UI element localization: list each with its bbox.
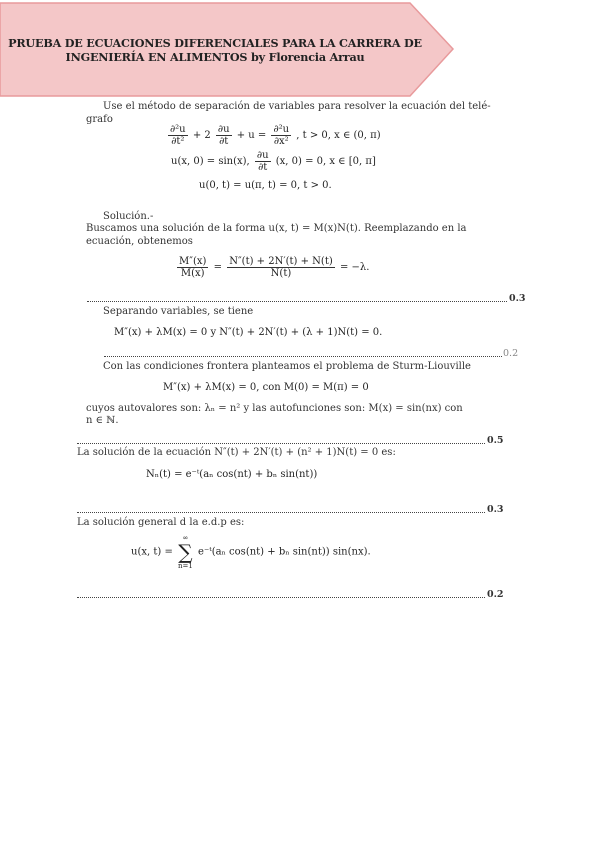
denominator: ∂t² [171,136,185,147]
score-value: 0.3 [487,504,504,515]
score-value: 0.5 [487,435,504,446]
fraction [168,124,188,147]
numerator: ∂²u [273,124,290,135]
dotted-separator [104,356,502,357]
numerator: N″(t) + 2N′(t) + N(t) [229,256,333,267]
equation-boundary-conditions: u(0, t) = u(π, t) = 0, t > 0. [199,180,332,191]
boundary-text: Con las condiciones frontera planteamos el problema de Sturm-Liouville [103,361,471,372]
equation-Nn: Nₙ(t) = e⁻ᵗ(aₙ cos(nt) + bₙ sin(nt)) [146,469,318,480]
operator: + 2 [192,130,211,141]
solution-heading: Solución.- [103,211,154,222]
rhs: e⁻ᵗ(aₙ cos(nt) + bₙ sin(nt)) sin(nx). [198,546,371,558]
summation [178,534,193,570]
operator: = [213,262,222,273]
initial-position: u(x, 0) = sin(x), [171,156,250,167]
operator: + u = [236,130,267,141]
score-value: 0.2 [503,348,519,359]
denominator: ∂x² [273,136,289,147]
separating-text: Separando variables, se tiene [103,306,254,317]
denominator: ∂t [258,162,268,173]
equation-separated: M″(x) + λM(x) = 0 y N″(t) + 2N′(t) + (λ + 1)N(t) = 0. [114,327,383,338]
problem-intro-line-2: grafo [86,114,113,125]
fraction [271,124,291,147]
fraction [255,150,271,173]
equation-initial-conditions [171,150,376,173]
equation-ratio [175,256,369,279]
condition: , t > 0, x ∈ (0, π) [296,130,381,141]
problem-intro-line-1: Use el método de separación de variables para resolver la ecuación del telé- [103,101,491,112]
title-line-1: PRUEBA DE ECUACIONES DIFERENCIALES PARA LA CARRERA DE [8,36,422,50]
numerator: ∂²u [170,124,186,135]
page-title [0,36,430,64]
fraction [216,124,232,147]
score-value: 0.3 [509,293,526,304]
lhs: u(x, t) = [131,546,173,558]
equation-sturm-liouville: M″(x) + λM(x) = 0, con M(0) = M(π) = 0 [163,382,369,393]
dotted-separator [87,301,507,302]
denominator: ∂t [219,136,229,147]
title-banner [0,2,456,97]
fraction [177,256,208,279]
equation-telegraph [166,124,381,147]
title-line-2: INGENIERÍA EN ALIMENTOS by Florencia Arrau [65,50,365,64]
sum-symbol: ∑ [178,540,193,564]
solution-para-line-2: ecuación, obtenemos [86,236,193,247]
initial-velocity: (x, 0) = 0, x ∈ [0, π] [275,156,376,167]
sum-upper-limit: ∞ [182,534,189,542]
dotted-separator [77,443,485,444]
solution-para-line-1: Buscamos una solución de la forma u(x, t) = M(x)N(t). Reemplazando en la [86,223,467,234]
sum-lower-limit: n=1 [178,562,193,570]
solution-equation-text: La solución de la ecuación N″(t) + 2N′(t) + (n² + 1)N(t) = 0 es: [77,447,396,458]
numerator: ∂u [217,124,230,135]
dotted-separator [77,597,485,598]
eigen-line-2: n ∈ ℕ. [86,415,119,426]
dotted-separator [77,512,485,513]
general-solution-text: La solución general d la e.d.p es: [77,517,245,528]
equation-general-solution [131,534,371,570]
score-value: 0.2 [487,589,504,600]
operator: = −λ. [339,262,370,273]
numerator: ∂u [256,150,269,161]
numerator: M″(x) [179,256,207,267]
eigen-line-1: cuyos autovalores son: λₙ = n² y las autofunciones son: M(x) = sin(nx) con [86,403,463,414]
fraction [227,256,335,279]
denominator: N(t) [270,268,292,279]
denominator: M(x) [180,268,205,279]
